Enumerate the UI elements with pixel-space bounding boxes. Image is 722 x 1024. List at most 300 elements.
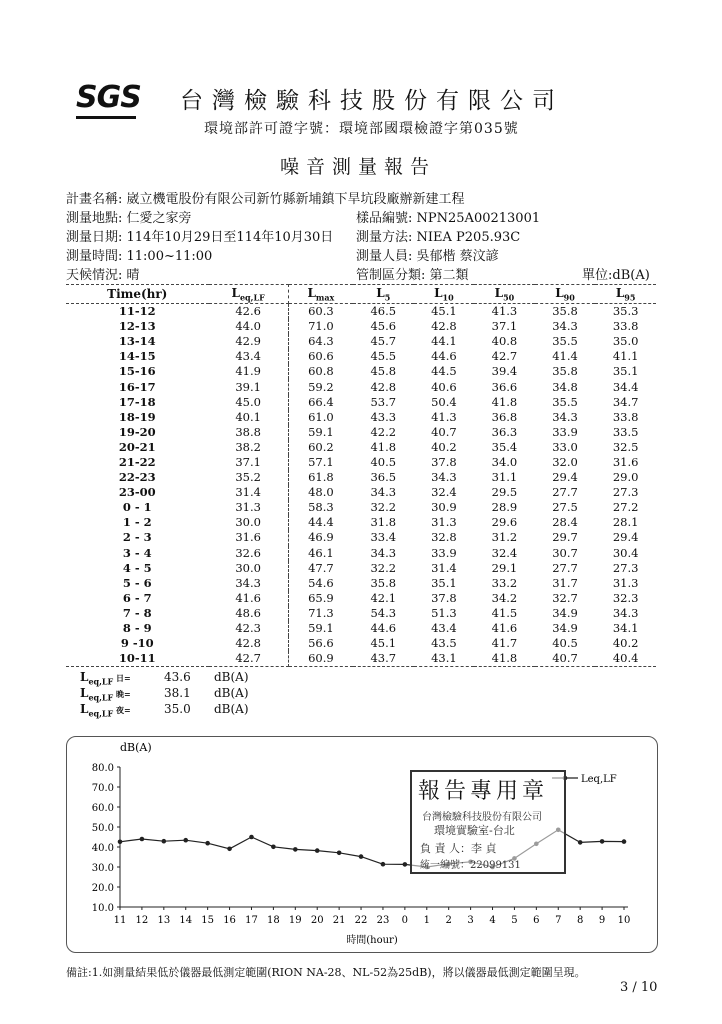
time-cell: 3 - 4 — [122, 545, 152, 560]
value-cell: 44.6 — [370, 621, 397, 636]
noise-data-table — [66, 284, 656, 667]
x-tick-label: 4 — [489, 915, 496, 926]
data-point — [359, 854, 364, 859]
value-cell: 66.4 — [308, 394, 334, 409]
time-cell: 16-17 — [118, 379, 156, 394]
value-cell: 56.6 — [308, 636, 334, 651]
value-cell: 43.1 — [414, 651, 475, 667]
value-cell: 40.7 — [535, 651, 596, 667]
value-cell: 34.3 — [370, 485, 397, 500]
plan-name: 計畫名稱: 崴立機電股份有限公司新竹縣新埔鎮下旱坑段廠辦新建工程 — [66, 192, 465, 207]
time-cell: 0 - 1 — [122, 500, 152, 515]
data-point — [249, 835, 254, 840]
value-cell: 61.8 — [308, 470, 334, 485]
stamp-company: 台灣檢驗科技股份有限公司 — [422, 812, 542, 823]
data-point — [337, 851, 342, 856]
table-row — [66, 379, 656, 394]
value-cell: 31.8 — [370, 515, 397, 530]
table-row — [66, 561, 656, 576]
measure-location: 測量地點: 仁愛之家旁 — [66, 211, 192, 226]
value-cell: 33.9 — [552, 424, 578, 439]
value-cell: 60.9 — [288, 651, 353, 667]
value-cell: 29.7 — [552, 530, 578, 545]
value-cell: 40.5 — [552, 636, 578, 651]
value-cell: 30.0 — [209, 515, 289, 530]
value-cell: 31.3 — [431, 515, 457, 530]
table-row — [66, 319, 656, 334]
time-cell: 14-15 — [118, 349, 156, 364]
value-cell: 35.8 — [370, 575, 397, 590]
noise-line-chart — [66, 736, 656, 951]
table-row — [66, 530, 656, 545]
x-tick-label: 8 — [576, 915, 584, 926]
value-cell: 40.7 — [431, 424, 457, 439]
value-cell: 30.9 — [431, 500, 457, 515]
table-row — [66, 500, 656, 515]
report-stamp — [410, 770, 566, 874]
table-row — [66, 440, 656, 455]
value-cell: 36.3 — [491, 424, 518, 439]
value-cell: 41.7 — [491, 636, 518, 651]
value-cell: 31.1 — [491, 470, 518, 485]
value-cell: 46.5 — [370, 304, 397, 319]
value-cell: 34.0 — [491, 454, 518, 469]
value-cell: 45.5 — [370, 349, 397, 364]
value-cell: 31.6 — [209, 530, 289, 545]
time-cell: 7 - 8 — [122, 605, 152, 620]
value-cell: 33.5 — [612, 424, 639, 439]
x-tick-label: 23 — [376, 915, 390, 926]
value-cell: 40.2 — [431, 439, 457, 454]
time-cell: 22-23 — [118, 470, 156, 485]
value-cell: 28.4 — [552, 515, 578, 530]
x-tick-label: 19 — [288, 915, 302, 926]
value-cell: 39.4 — [491, 364, 518, 379]
value-cell: 27.3 — [612, 485, 639, 500]
x-tick-label: 7 — [555, 915, 562, 926]
table-header-2: $L_{max}$ — [288, 285, 353, 304]
value-cell: 30.7 — [552, 545, 578, 560]
value-cell: 44.6 — [431, 349, 457, 364]
value-cell: 34.7 — [612, 394, 639, 409]
x-tick-label: 6 — [533, 915, 540, 926]
summary-label: $L_{eq,LF}$ 夜= — [80, 702, 131, 719]
value-cell: 29.6 — [491, 515, 518, 530]
value-cell: 71.3 — [308, 605, 334, 620]
value-cell: 45.1 — [370, 636, 397, 651]
value-cell: 40.4 — [595, 651, 656, 667]
value-cell: 34.3 — [370, 545, 397, 560]
measure-date: 測量日期: 114年10月29日至114年10月30日 — [66, 230, 334, 245]
value-cell: 34.3 — [552, 409, 578, 424]
value-cell: 27.7 — [552, 485, 578, 500]
data-point — [227, 847, 232, 852]
x-tick-label: 1 — [423, 915, 430, 926]
value-cell: 54.6 — [308, 575, 334, 590]
value-cell: 33.8 — [612, 319, 639, 334]
table-row — [66, 515, 656, 530]
table-header-4: $L_{10}$ — [414, 285, 475, 304]
x-tick-label: 5 — [511, 915, 518, 926]
x-tick-label: 10 — [617, 915, 631, 926]
value-cell: 46.1 — [308, 545, 334, 560]
x-tick-label: 13 — [157, 915, 171, 926]
table-row — [66, 425, 656, 440]
value-cell: 40.6 — [431, 379, 457, 394]
stamp-lab: 環境實驗室-台北 — [434, 824, 515, 837]
value-cell: 35.5 — [552, 394, 578, 409]
time-cell: 5 - 6 — [122, 575, 152, 590]
value-cell: 65.9 — [308, 590, 334, 605]
value-cell: 57.1 — [308, 454, 334, 469]
value-cell: 33.4 — [370, 530, 397, 545]
table-row — [66, 546, 656, 561]
value-cell: 35.8 — [552, 304, 578, 319]
summary-label: $L_{eq,LF}$ 晚= — [80, 686, 131, 703]
data-point — [381, 862, 386, 867]
legend-label: Leq,LF — [581, 774, 617, 785]
value-cell: 40.2 — [612, 636, 639, 651]
table-header-1: $L_{eq,LF}$ — [209, 285, 289, 304]
table-row — [66, 576, 656, 591]
value-cell: 41.3 — [431, 409, 457, 424]
y-tick-label: 20.0 — [91, 883, 114, 894]
x-tick-label: 15 — [201, 915, 215, 926]
value-cell: 35.8 — [552, 364, 578, 379]
report-title: 噪音測量報告 — [280, 156, 437, 178]
value-cell: 41.5 — [491, 605, 518, 620]
measure-staff: 測量人員: 吳郁楷 蔡汶諺 — [356, 249, 499, 264]
x-tick-label: 3 — [467, 915, 474, 926]
table-row — [66, 485, 656, 500]
stamp-tax-id: 統一編號：22099131 — [420, 860, 521, 871]
value-cell: 34.3 — [209, 576, 289, 591]
table-row — [66, 304, 656, 320]
time-cell: 13-14 — [118, 334, 156, 349]
value-cell: 45.7 — [370, 334, 397, 349]
table-row — [66, 410, 656, 425]
value-cell: 44.1 — [431, 334, 457, 349]
value-cell: 41.8 — [370, 439, 397, 454]
x-tick-label: 12 — [135, 915, 149, 926]
data-point — [315, 848, 320, 853]
value-cell: 42.1 — [370, 590, 397, 605]
data-point — [162, 839, 167, 844]
summary-value: 43.6 — [164, 670, 191, 684]
summary-unit: dB(A) — [214, 670, 249, 684]
time-cell: 10-11 — [66, 651, 209, 667]
table-header-3: $L_5$ — [353, 285, 414, 304]
value-cell: 42.7 — [491, 349, 518, 364]
value-cell: 33.2 — [491, 575, 518, 590]
value-cell: 45.6 — [370, 319, 397, 334]
value-cell: 29.4 — [552, 470, 578, 485]
value-cell: 38.8 — [209, 425, 289, 440]
value-cell: 64.3 — [308, 334, 334, 349]
value-cell: 34.2 — [491, 590, 518, 605]
x-tick-label: 22 — [354, 915, 368, 926]
data-point — [183, 838, 188, 843]
data-point — [118, 840, 123, 845]
data-point — [600, 839, 605, 844]
value-cell: 41.9 — [209, 364, 289, 379]
table-row — [66, 651, 656, 667]
value-cell: 30.4 — [612, 545, 639, 560]
value-cell: 43.5 — [431, 636, 457, 651]
value-cell: 34.3 — [552, 319, 578, 334]
x-tick-label: 18 — [267, 915, 280, 926]
data-point — [403, 862, 408, 867]
value-cell: 33.0 — [552, 439, 578, 454]
value-cell: 43.4 — [431, 621, 457, 636]
value-cell: 41.6 — [209, 591, 289, 606]
table-row — [66, 364, 656, 379]
value-cell: 53.7 — [370, 394, 397, 409]
value-cell: 32.4 — [491, 545, 518, 560]
weather: 天候情況: 晴 — [66, 268, 140, 283]
x-tick-label: 20 — [310, 915, 324, 926]
value-cell: 45.1 — [431, 304, 457, 319]
value-cell: 58.3 — [308, 500, 334, 515]
value-cell: 47.7 — [308, 560, 334, 575]
value-cell: 37.8 — [431, 454, 457, 469]
value-cell: 41.3 — [491, 304, 518, 319]
value-cell: 35.0 — [612, 334, 639, 349]
value-cell: 40.1 — [209, 410, 289, 425]
table-header-6: $L_{90}$ — [535, 285, 596, 304]
x-tick-label: 16 — [223, 915, 236, 926]
value-cell: 32.2 — [370, 560, 397, 575]
y-tick-label: 70.0 — [91, 783, 114, 794]
value-cell: 54.3 — [370, 605, 397, 620]
value-cell: 37.1 — [491, 319, 518, 334]
value-cell: 36.6 — [491, 379, 518, 394]
table-row — [66, 455, 656, 470]
value-cell: 37.1 — [209, 455, 289, 470]
value-cell: 31.6 — [612, 454, 639, 469]
value-cell: 32.5 — [612, 439, 639, 454]
table-row — [66, 395, 656, 410]
value-cell: 35.3 — [612, 304, 639, 319]
value-cell: 43.7 — [353, 651, 414, 667]
value-cell: 35.2 — [209, 470, 289, 485]
data-point — [622, 839, 627, 844]
value-cell: 43.4 — [209, 349, 289, 364]
time-cell: 4 - 5 — [122, 560, 152, 575]
value-cell: 35.1 — [612, 364, 639, 379]
stamp-manager: 負 責 人：李 貞 — [420, 842, 497, 855]
y-tick-label: 50.0 — [91, 823, 114, 834]
value-cell: 48.6 — [209, 606, 289, 621]
value-cell: 32.7 — [552, 590, 578, 605]
value-cell: 29.4 — [612, 530, 639, 545]
value-cell: 42.2 — [370, 424, 397, 439]
summary-unit: dB(A) — [214, 686, 249, 700]
data-point — [293, 847, 298, 852]
value-cell: 27.3 — [612, 560, 639, 575]
value-cell: 40.8 — [491, 334, 518, 349]
value-cell: 28.1 — [612, 515, 639, 530]
control-zone: 管制區分類: 第二類 — [356, 268, 469, 283]
y-tick-label: 30.0 — [91, 863, 114, 874]
value-cell: 31.2 — [491, 530, 518, 545]
time-cell: 23-00 — [118, 485, 156, 500]
x-tick-label: 14 — [179, 915, 193, 926]
value-cell: 32.2 — [370, 500, 397, 515]
value-cell: 32.3 — [612, 590, 639, 605]
value-cell: 28.9 — [491, 500, 518, 515]
time-cell: 6 - 7 — [122, 590, 152, 605]
time-cell: 1 - 2 — [122, 515, 152, 530]
summary-value: 38.1 — [164, 686, 191, 700]
sample-number: 樣品編號: NPN25A00213001 — [356, 211, 541, 226]
x-tick-label: 9 — [598, 915, 606, 926]
value-cell: 37.8 — [431, 590, 457, 605]
table-header-0: Time(hr) — [66, 285, 209, 304]
value-cell: 34.4 — [612, 379, 639, 394]
data-point — [271, 845, 276, 850]
x-tick-label: 0 — [401, 915, 409, 926]
value-cell: 42.8 — [370, 379, 397, 394]
sgs-logo: SGS — [76, 80, 136, 119]
page-number: 3 / 10 — [620, 980, 658, 995]
value-cell: 33.8 — [612, 409, 639, 424]
value-cell: 61.0 — [308, 409, 334, 424]
value-cell: 41.8 — [491, 394, 518, 409]
y-tick-label: 40.0 — [91, 843, 114, 854]
y-tick-label: 80.0 — [91, 763, 114, 774]
y-tick-label: 60.0 — [91, 803, 114, 814]
value-cell: 35.4 — [491, 439, 518, 454]
value-cell: 27.2 — [612, 500, 639, 515]
table-header-7: $L_{95}$ — [595, 285, 656, 304]
value-cell: 32.0 — [552, 454, 578, 469]
value-cell: 35.1 — [431, 575, 457, 590]
time-cell: 15-16 — [118, 364, 156, 379]
value-cell: 32.8 — [431, 530, 457, 545]
value-cell: 36.5 — [370, 470, 397, 485]
summary-unit: dB(A) — [214, 702, 249, 716]
time-cell: 18-19 — [118, 409, 156, 424]
time-cell: 19-20 — [118, 424, 156, 439]
y-tick-label: 10.0 — [91, 903, 114, 914]
permit-number: 環境部許可證字號：環境部國環檢證字第035號 — [204, 121, 519, 137]
value-cell: 59.1 — [308, 424, 334, 439]
data-point — [578, 840, 583, 845]
time-cell: 17-18 — [118, 394, 156, 409]
value-cell: 51.3 — [431, 605, 457, 620]
x-tick-label: 2 — [445, 915, 452, 926]
value-cell: 27.7 — [552, 560, 578, 575]
table-row — [66, 606, 656, 621]
value-cell: 60.2 — [308, 439, 334, 454]
value-cell: 42.3 — [209, 621, 289, 636]
time-cell: 20-21 — [118, 439, 156, 454]
table-row — [66, 470, 656, 485]
value-cell: 34.8 — [552, 379, 578, 394]
summary-value: 35.0 — [164, 702, 191, 716]
value-cell: 38.2 — [209, 440, 289, 455]
data-point — [205, 841, 210, 846]
value-cell: 44.0 — [209, 319, 289, 334]
y-axis-label: dB(A) — [120, 741, 152, 754]
value-cell: 60.6 — [308, 349, 334, 364]
value-cell: 36.8 — [491, 409, 518, 424]
value-cell: 42.8 — [431, 319, 457, 334]
value-cell: 60.3 — [308, 304, 334, 319]
value-cell: 43.3 — [370, 409, 397, 424]
value-cell: 41.8 — [474, 651, 535, 667]
value-cell: 34.3 — [431, 470, 457, 485]
value-cell: 44.4 — [308, 515, 334, 530]
time-cell: 12-13 — [118, 319, 156, 334]
value-cell: 31.3 — [612, 575, 639, 590]
time-cell: 8 - 9 — [122, 621, 152, 636]
measure-time: 測量時間: 11:00~11:00 — [66, 249, 213, 264]
value-cell: 41.1 — [612, 349, 639, 364]
table-row — [66, 349, 656, 364]
table-row — [66, 621, 656, 636]
value-cell: 32.6 — [209, 546, 289, 561]
time-cell: 21-22 — [118, 454, 156, 469]
value-cell: 30.0 — [209, 561, 289, 576]
table-row — [66, 591, 656, 606]
value-cell: 42.7 — [209, 651, 289, 667]
value-cell: 33.9 — [431, 545, 457, 560]
value-cell: 71.0 — [308, 319, 334, 334]
value-cell: 34.3 — [612, 605, 639, 620]
value-cell: 60.8 — [308, 364, 334, 379]
x-tick-label: 11 — [113, 915, 127, 926]
value-cell: 29.1 — [491, 560, 518, 575]
x-tick-label: 17 — [245, 915, 258, 926]
time-cell: 2 - 3 — [122, 530, 152, 545]
value-cell: 39.1 — [209, 379, 289, 394]
value-cell: 45.0 — [209, 395, 289, 410]
value-cell: 42.9 — [209, 334, 289, 349]
value-cell: 29.5 — [491, 485, 518, 500]
value-cell: 31.4 — [209, 485, 289, 500]
value-cell: 29.0 — [612, 470, 639, 485]
value-cell: 59.2 — [308, 379, 334, 394]
value-cell: 44.5 — [431, 364, 457, 379]
value-cell: 50.4 — [431, 394, 457, 409]
value-cell: 34.9 — [552, 621, 578, 636]
value-cell: 31.3 — [209, 500, 289, 515]
value-cell: 27.5 — [552, 500, 578, 515]
value-cell: 34.1 — [612, 621, 639, 636]
company-name: 台灣檢驗科技股份有限公司 — [180, 88, 564, 114]
time-cell: 11-12 — [118, 304, 156, 319]
value-cell: 40.5 — [370, 454, 397, 469]
table-header-5: $L_{50}$ — [474, 285, 535, 304]
value-cell: 34.9 — [552, 605, 578, 620]
stamp-title: 報告專用章 — [418, 779, 549, 804]
table-row — [66, 636, 656, 651]
value-cell: 32.4 — [431, 485, 457, 500]
data-point — [140, 837, 145, 842]
value-cell: 35.5 — [552, 334, 578, 349]
summary-label: $L_{eq,LF}$ 日= — [80, 670, 131, 687]
value-cell: 31.7 — [552, 575, 578, 590]
time-cell: 9 -10 — [120, 636, 154, 651]
value-cell: 59.1 — [308, 621, 334, 636]
x-axis-label: 時間(hour) — [346, 935, 398, 946]
value-cell: 48.0 — [308, 485, 334, 500]
unit-label: 單位:dB(A) — [582, 268, 650, 283]
value-cell: 46.9 — [308, 530, 334, 545]
value-cell: 41.6 — [491, 621, 518, 636]
